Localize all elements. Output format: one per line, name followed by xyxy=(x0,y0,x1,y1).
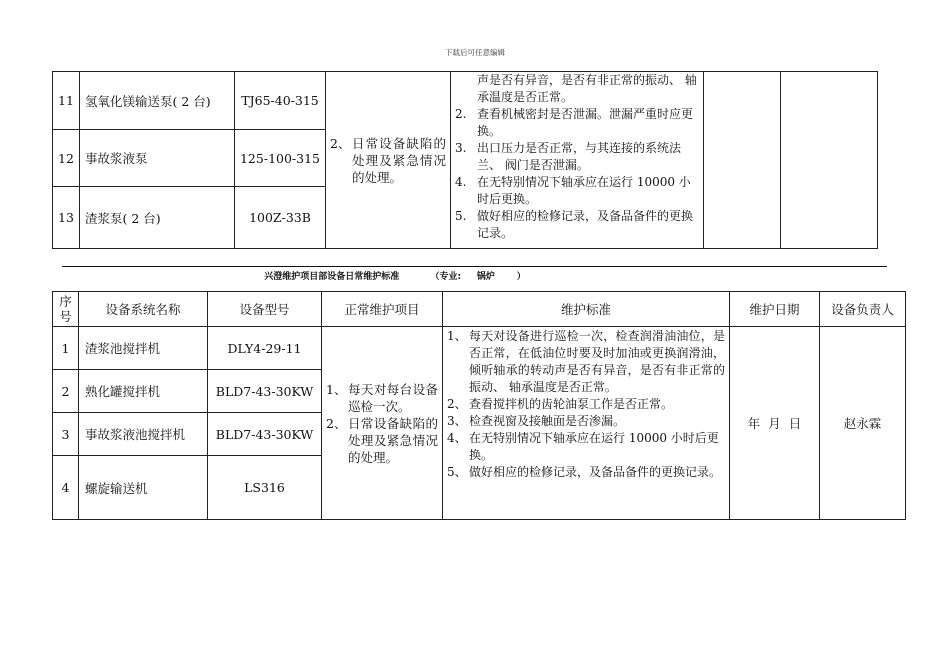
section-title-close: ） xyxy=(516,272,526,282)
header-maintenance-standard: 维护标准 xyxy=(443,292,730,327)
maintenance-item: 1、 每天对每台设备巡检一次。 xyxy=(326,381,438,414)
equipment-name: 事故浆液泵 xyxy=(80,130,235,187)
specialty-value: 锅炉 xyxy=(476,272,495,282)
standard-item: 2. 查看机械密封是否泄漏。泄漏严重时应更换。 xyxy=(455,107,694,138)
equipment-name: 渣浆池搅拌机 xyxy=(79,327,208,370)
section-divider xyxy=(62,266,887,267)
section-title xyxy=(0,269,790,282)
equipment-model: TJ65-40-315 xyxy=(235,72,326,130)
row-number: 2 xyxy=(53,370,79,413)
maintenance-standards-cell xyxy=(443,327,730,520)
standard-item: 3. 出口压力是否正常，与其连接的系统法兰、 阀门是否泄漏。 xyxy=(455,141,682,172)
header-equipment-model: 设备型号 xyxy=(208,292,322,327)
maintenance-standards-cell xyxy=(451,72,704,249)
maintenance-date-cell xyxy=(704,72,781,249)
standard-item: 5、 做好相应的检修记录，及备品备件的更换记录。 xyxy=(447,465,722,479)
standard-item: 5. 做好相应的检修记录，及备品备件的更换记录。 xyxy=(455,209,694,240)
equipment-model: BLD7-43-30KW xyxy=(208,370,322,413)
table-header-row xyxy=(53,292,906,327)
responsible-person: 赵永霖 xyxy=(820,327,906,520)
maintenance-table-continued xyxy=(52,71,878,249)
equipment-model: DLY4-29-11 xyxy=(208,327,322,370)
maintenance-item: 2、 日常设备缺陷的处理及紧急情况的处理。 xyxy=(326,415,438,465)
equipment-name: 事故浆液池搅拌机 xyxy=(79,413,208,456)
header-serial-number: 序号 xyxy=(53,292,79,327)
equipment-model: 100Z-33B xyxy=(235,187,326,249)
maintenance-items-cell xyxy=(326,72,451,249)
maintenance-items-cell xyxy=(322,327,443,520)
table-row xyxy=(53,72,878,130)
responsible-person-cell xyxy=(781,72,878,249)
equipment-name: 螺旋输送机 xyxy=(79,456,208,520)
maintenance-date: 年 月 日 xyxy=(730,327,820,520)
header-maintenance-date: 维护日期 xyxy=(730,292,820,327)
standard-item: 2、 查看搅拌机的齿轮油泵工作是否正常。 xyxy=(447,397,674,411)
maintenance-item: 2、 日常设备缺陷的处理及紧急情况的处理。 xyxy=(330,135,446,185)
row-number: 11 xyxy=(53,72,80,130)
row-number: 12 xyxy=(53,130,80,187)
equipment-model: LS316 xyxy=(208,456,322,520)
row-number: 13 xyxy=(53,187,80,249)
equipment-name: 氢氧化镁输送泵( 2 台) xyxy=(80,72,235,130)
standard-item: 1、 每天对设备进行巡检一次，检查润滑油油位，是否正常，在低油位时要及时加油或更换润滑油，倾听轴承的转动声是否有异音，是否有非正常的振动、 轴承温度是否正常。 xyxy=(447,329,725,394)
standard-item: 4、 在无特别情况下轴承应在运行 10000 小时后更换。 xyxy=(447,431,719,462)
specialty-label: （专业: xyxy=(430,272,462,282)
equipment-model: 125-100-315 xyxy=(235,130,326,187)
standard-item: 3、 检查视窗及接触面是否渗漏。 xyxy=(447,414,626,428)
page-header-note: 下载后可任意编辑 xyxy=(445,48,505,57)
standard-item: 声是否有异音，是否有非正常的振动、 轴承温度是否正常。 xyxy=(477,73,697,104)
row-number: 1 xyxy=(53,327,79,370)
header-equipment-name: 设备系统名称 xyxy=(79,292,208,327)
row-number: 4 xyxy=(53,456,79,520)
table-row xyxy=(53,327,906,370)
row-number: 3 xyxy=(53,413,79,456)
header-maintenance-items: 正常维护项目 xyxy=(322,292,443,327)
maintenance-standard-table xyxy=(52,291,906,520)
standard-item: 4. 在无特别情况下轴承应在运行 10000 小时后更换。 xyxy=(455,175,691,206)
section-title-main: 兴澄维护项目部设备日常维护标准 xyxy=(264,272,400,282)
equipment-model: BLD7-43-30KW xyxy=(208,413,322,456)
header-responsible-person: 设备负责人 xyxy=(820,292,906,327)
equipment-name: 熟化罐搅拌机 xyxy=(79,370,208,413)
equipment-name: 渣浆泵( 2 台) xyxy=(80,187,235,249)
